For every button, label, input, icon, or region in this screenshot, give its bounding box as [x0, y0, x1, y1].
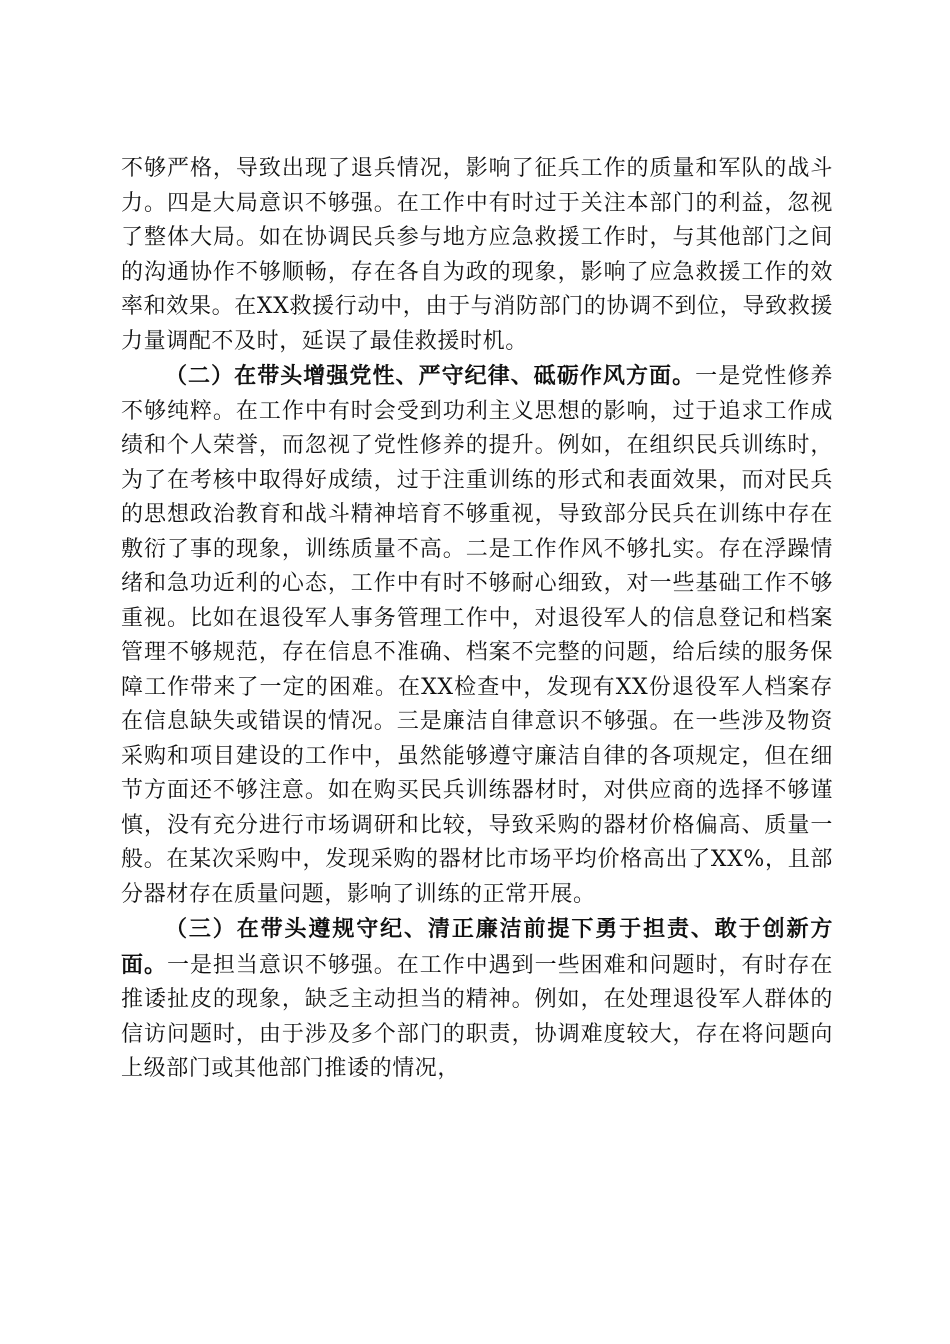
paragraph-text: 不够严格，导致出现了退兵情况，影响了征兵工作的质量和军队的战斗力。四是大局意识不够强。在工作中有时过于关注本部门的利益，忽视了整体大局。如在协调民兵参与地方应急救援工作时，与其他部门之间的沟通协作不够顺畅，存在各自为政的现象，影响了应急救援工作的效率和效果。在XX救援行动中，由于与消防部门的协调不到位，导致救援力量调配不及时，延误了最佳救援时机。	[121, 156, 833, 354]
paragraph-continuation	[121, 152, 833, 359]
section-heading: （二）在带头增强党性、严守纪律、砥砺作风方面。	[165, 363, 696, 389]
paragraph-section-two	[121, 359, 833, 912]
paragraph-section-three	[121, 912, 833, 1087]
document-page	[121, 152, 833, 1087]
section-heading: （三）在带头遵规守纪、清正廉洁前提下勇于担责、敢于创新方面。	[121, 916, 833, 978]
paragraph-text: 一是担当意识不够强。在工作中遇到一些困难和问题时，有时存在推诿扯皮的现象，缺乏主动担当的精神。例如，在处理退役军人群体的信访问题时，由于涉及多个部门的职责，协调难度较大，存在将问题向上级部门或其他部门推诿的情况，	[121, 952, 834, 1081]
paragraph-text: 一是党性修养不够纯粹。在工作中有时会受到功利主义思想的影响，过于追求工作成绩和个人荣誉，而忽视了党性修养的提升。例如，在组织民兵训练时，为了在考核中取得好成绩，过于注重训练的形式和表面效果，而对民兵的思想政治教育和战斗精神培育不够重视，导致部分民兵在训练中存在敷衍了事的现象，训练质量不高。二是工作作风不够扎实。存在浮躁情绪和急功近利的心态，工作中有时不够耐心细致，对一些基础工作不够重视。比如在退役军人事务管理工作中，对退役军人的信息登记和档案管理不够规范，存在信息不准确、档案不完整的问题，给后续的服务保障工作带来了一定的困难。在XX检查中，发现有XX份退役军人档案存在信息缺失或错误的情况。三是廉洁自律意识不够强。在一些涉及物资采购和项目建设的工作中，虽然能够遵守廉洁自律的各项规定，但在细节方面还不够注意。如在购买民兵训练器材时，对供应商的选择不够谨慎，没有充分进行市场调研和比较，导致采购的器材价格偏高、质量一般。在某次采购中，发现采购的器材比市场平均价格高出了XX%，且部分器材存在质量问题，影响了训练的正常开展。	[121, 364, 833, 907]
